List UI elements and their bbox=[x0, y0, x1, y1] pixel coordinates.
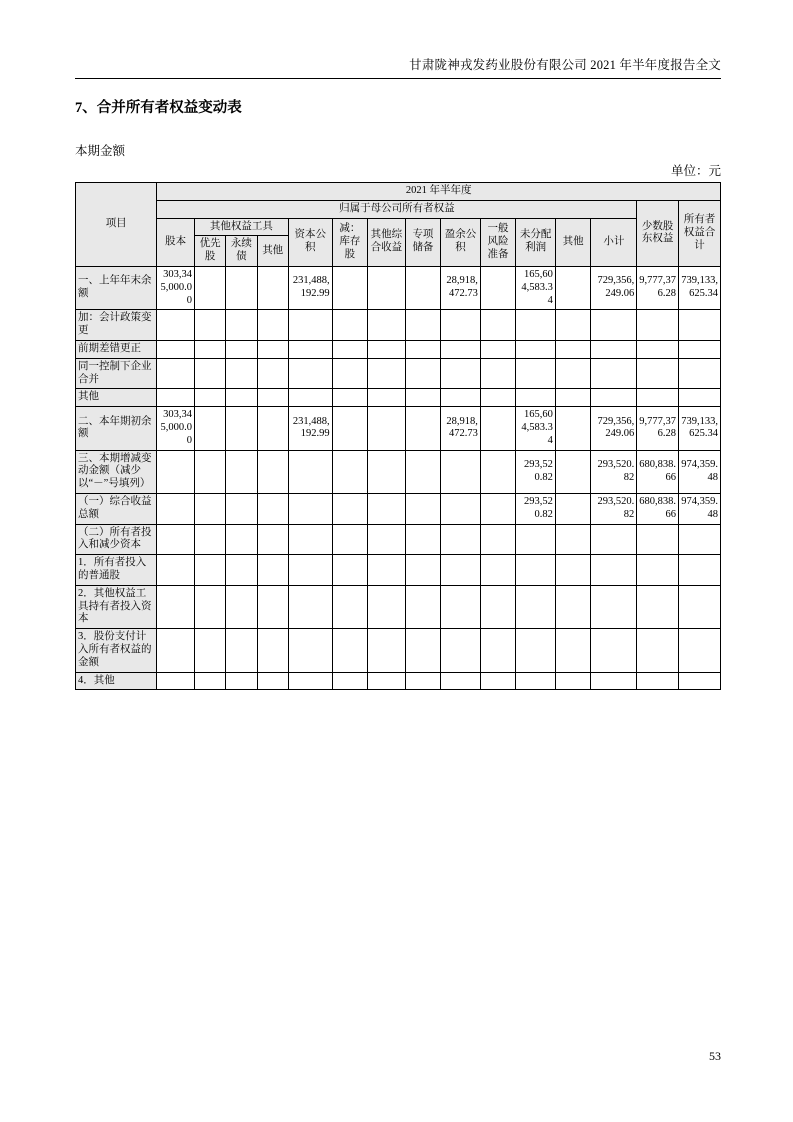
col-header-other-tool: 其他 bbox=[257, 236, 288, 267]
table-cell bbox=[332, 524, 367, 555]
table-cell: 293,520.82 bbox=[591, 450, 637, 493]
table-cell bbox=[480, 493, 515, 524]
table-cell bbox=[157, 310, 195, 341]
page-number: 53 bbox=[709, 1049, 721, 1063]
table-cell: 303,345,000.00 bbox=[157, 266, 195, 309]
row-label: 加：会计政策变更 bbox=[76, 310, 157, 341]
table-cell bbox=[441, 555, 481, 586]
table-cell bbox=[288, 629, 332, 672]
table-cell bbox=[441, 340, 481, 358]
table-cell bbox=[157, 450, 195, 493]
table-cell bbox=[480, 629, 515, 672]
table-cell bbox=[332, 358, 367, 389]
table-cell bbox=[679, 524, 721, 555]
col-header-subtotal: 小计 bbox=[591, 218, 637, 266]
table-cell bbox=[257, 407, 288, 450]
table-cell bbox=[226, 450, 257, 493]
running-header: 甘肃陇神戎发药业股份有限公司 2021 年半年度报告全文 bbox=[409, 58, 721, 72]
table-cell bbox=[332, 555, 367, 586]
table-cell bbox=[368, 450, 406, 493]
table-cell bbox=[480, 524, 515, 555]
table-cell bbox=[257, 585, 288, 628]
table-cell bbox=[555, 340, 590, 358]
row-label: （一）综合收益总额 bbox=[76, 493, 157, 524]
table-cell bbox=[555, 407, 590, 450]
table-cell: 231,488,192.99 bbox=[288, 266, 332, 309]
col-header-special-reserve: 专项储备 bbox=[405, 218, 440, 266]
table-cell bbox=[194, 310, 225, 341]
table-cell bbox=[516, 340, 556, 358]
table-cell: 293,520.82 bbox=[516, 450, 556, 493]
table-cell bbox=[368, 629, 406, 672]
table-cell bbox=[555, 358, 590, 389]
row-label: 2．其他权益工具持有者投入资本 bbox=[76, 585, 157, 628]
table-cell bbox=[480, 358, 515, 389]
table-row bbox=[76, 407, 721, 450]
table-cell bbox=[257, 555, 288, 586]
table-cell bbox=[591, 629, 637, 672]
table-cell bbox=[480, 555, 515, 586]
table-cell bbox=[157, 629, 195, 672]
col-header-undistributed-profit: 未分配利润 bbox=[516, 218, 556, 266]
table-cell bbox=[194, 358, 225, 389]
table-cell bbox=[257, 310, 288, 341]
table-cell bbox=[555, 555, 590, 586]
table-cell bbox=[591, 672, 637, 690]
table-row bbox=[76, 672, 721, 690]
table-cell: 231,488,192.99 bbox=[288, 407, 332, 450]
table-cell bbox=[332, 585, 367, 628]
table-cell bbox=[288, 340, 332, 358]
table-cell bbox=[257, 672, 288, 690]
table-cell bbox=[226, 585, 257, 628]
table-cell bbox=[405, 493, 440, 524]
table-cell bbox=[257, 389, 288, 407]
table-cell bbox=[555, 672, 590, 690]
table-cell: 9,777,376.28 bbox=[637, 266, 679, 309]
table-cell bbox=[368, 358, 406, 389]
table-cell bbox=[405, 266, 440, 309]
table-cell bbox=[288, 672, 332, 690]
table-cell: 303,345,000.00 bbox=[157, 407, 195, 450]
table-cell bbox=[441, 585, 481, 628]
col-header-less-treasury: 减：库存股 bbox=[332, 218, 367, 266]
table-cell bbox=[288, 524, 332, 555]
table-header-row-parent bbox=[76, 200, 721, 218]
table-cell bbox=[405, 524, 440, 555]
col-header-perpetual: 永续债 bbox=[226, 236, 257, 267]
table-cell bbox=[194, 555, 225, 586]
table-cell bbox=[405, 629, 440, 672]
row-label: 其他 bbox=[76, 389, 157, 407]
table-cell bbox=[368, 493, 406, 524]
col-header-parent-equity: 归属于母公司所有者权益 bbox=[157, 200, 637, 218]
table-cell bbox=[679, 310, 721, 341]
table-cell bbox=[332, 629, 367, 672]
table-cell bbox=[405, 340, 440, 358]
table-cell bbox=[591, 358, 637, 389]
table-cell bbox=[257, 629, 288, 672]
table-cell bbox=[288, 358, 332, 389]
table-cell bbox=[332, 389, 367, 407]
col-header-preferred: 优先股 bbox=[194, 236, 225, 267]
col-header-other-equity-tools: 其他权益工具 bbox=[194, 218, 288, 236]
table-cell bbox=[637, 358, 679, 389]
table-cell bbox=[637, 310, 679, 341]
table-cell bbox=[226, 310, 257, 341]
table-cell bbox=[226, 407, 257, 450]
table-cell bbox=[194, 672, 225, 690]
table-cell: 28,918,472.73 bbox=[441, 266, 481, 309]
table-cell bbox=[157, 340, 195, 358]
row-label: 前期差错更正 bbox=[76, 340, 157, 358]
table-cell bbox=[157, 524, 195, 555]
table-cell bbox=[480, 672, 515, 690]
col-header-share-capital: 股本 bbox=[157, 218, 195, 266]
table-cell bbox=[405, 672, 440, 690]
table-cell bbox=[555, 389, 590, 407]
table-cell bbox=[637, 555, 679, 586]
table-cell bbox=[257, 358, 288, 389]
table-cell bbox=[288, 493, 332, 524]
table-cell bbox=[288, 389, 332, 407]
table-cell bbox=[480, 340, 515, 358]
table-cell bbox=[288, 310, 332, 341]
table-cell bbox=[480, 585, 515, 628]
table-cell bbox=[516, 672, 556, 690]
table-cell bbox=[226, 672, 257, 690]
table-cell: 680,838.66 bbox=[637, 450, 679, 493]
table-cell bbox=[157, 493, 195, 524]
table-cell: 729,356,249.06 bbox=[591, 407, 637, 450]
table-cell: 293,520.82 bbox=[591, 493, 637, 524]
col-header-other: 其他 bbox=[555, 218, 590, 266]
table-cell bbox=[516, 629, 556, 672]
table-cell bbox=[591, 555, 637, 586]
row-label: 二、本年期初余额 bbox=[76, 407, 157, 450]
table-cell bbox=[555, 629, 590, 672]
table-header-row-period bbox=[76, 183, 721, 201]
table-cell bbox=[405, 407, 440, 450]
table-cell bbox=[368, 672, 406, 690]
table-cell bbox=[516, 310, 556, 341]
table-cell bbox=[226, 524, 257, 555]
table-cell bbox=[679, 585, 721, 628]
table-cell bbox=[405, 389, 440, 407]
table-cell bbox=[679, 340, 721, 358]
table-body bbox=[76, 266, 721, 689]
table-cell bbox=[194, 524, 225, 555]
header-divider bbox=[75, 78, 721, 79]
table-row bbox=[76, 340, 721, 358]
table-cell bbox=[441, 358, 481, 389]
table-cell bbox=[555, 450, 590, 493]
row-label: 1．所有者投入的普通股 bbox=[76, 555, 157, 586]
table-cell bbox=[591, 340, 637, 358]
col-header-period: 2021 年半年度 bbox=[157, 183, 721, 201]
table-cell bbox=[637, 585, 679, 628]
table-cell bbox=[226, 629, 257, 672]
table-cell: 680,838.66 bbox=[637, 493, 679, 524]
page-title: 7、合并所有者权益变动表 bbox=[75, 100, 242, 116]
table-cell bbox=[332, 310, 367, 341]
table-row bbox=[76, 555, 721, 586]
table-row bbox=[76, 524, 721, 555]
table-row bbox=[76, 310, 721, 341]
table-cell: 729,356,249.06 bbox=[591, 266, 637, 309]
table-cell bbox=[637, 389, 679, 407]
table-cell bbox=[516, 524, 556, 555]
table-cell bbox=[157, 585, 195, 628]
unit-label: 单位：元 bbox=[670, 164, 721, 178]
equity-change-table-wrapper bbox=[75, 182, 721, 690]
table-row bbox=[76, 493, 721, 524]
table-cell bbox=[226, 389, 257, 407]
subtitle-current-period: 本期金额 bbox=[75, 144, 126, 158]
table-cell: 9,777,376.28 bbox=[637, 407, 679, 450]
table-cell bbox=[679, 389, 721, 407]
table-cell bbox=[405, 555, 440, 586]
row-label: （二）所有者投入和减少资本 bbox=[76, 524, 157, 555]
table-cell bbox=[194, 585, 225, 628]
table-cell bbox=[194, 266, 225, 309]
table-row bbox=[76, 358, 721, 389]
table-cell bbox=[441, 310, 481, 341]
table-cell bbox=[226, 358, 257, 389]
table-cell bbox=[516, 555, 556, 586]
table-row bbox=[76, 266, 721, 309]
table-cell bbox=[637, 672, 679, 690]
table-cell bbox=[288, 450, 332, 493]
table-cell bbox=[555, 524, 590, 555]
col-header-capital-reserve: 资本公积 bbox=[288, 218, 332, 266]
table-cell bbox=[368, 266, 406, 309]
table-cell: 974,359.48 bbox=[679, 493, 721, 524]
row-label: 一、上年年末余额 bbox=[76, 266, 157, 309]
table-cell bbox=[157, 555, 195, 586]
table-cell bbox=[591, 585, 637, 628]
table-cell bbox=[368, 340, 406, 358]
table-cell bbox=[480, 407, 515, 450]
row-label: 4．其他 bbox=[76, 672, 157, 690]
table-row bbox=[76, 629, 721, 672]
table-cell bbox=[288, 585, 332, 628]
table-cell bbox=[480, 266, 515, 309]
table-cell bbox=[194, 389, 225, 407]
table-cell bbox=[288, 555, 332, 586]
table-cell bbox=[332, 407, 367, 450]
col-header-surplus-reserve: 盈余公积 bbox=[441, 218, 481, 266]
table-row bbox=[76, 585, 721, 628]
equity-change-table bbox=[75, 182, 721, 690]
table-cell bbox=[405, 585, 440, 628]
table-cell bbox=[226, 266, 257, 309]
table-cell bbox=[332, 450, 367, 493]
table-cell bbox=[226, 493, 257, 524]
table-cell bbox=[679, 629, 721, 672]
table-cell: 165,604,583.34 bbox=[516, 407, 556, 450]
row-label: 同一控制下企业合并 bbox=[76, 358, 157, 389]
table-cell bbox=[405, 310, 440, 341]
table-cell bbox=[637, 629, 679, 672]
table-cell bbox=[441, 629, 481, 672]
table-cell bbox=[591, 389, 637, 407]
table-cell bbox=[157, 389, 195, 407]
table-cell: 165,604,583.34 bbox=[516, 266, 556, 309]
table-cell bbox=[257, 493, 288, 524]
table-cell: 739,133,625.34 bbox=[679, 266, 721, 309]
col-header-general-risk: 一般风险准备 bbox=[480, 218, 515, 266]
table-cell: 739,133,625.34 bbox=[679, 407, 721, 450]
col-header-other-comprehensive: 其他综合收益 bbox=[368, 218, 406, 266]
table-cell bbox=[368, 407, 406, 450]
table-cell bbox=[368, 585, 406, 628]
table-cell bbox=[679, 672, 721, 690]
table-header-row-tools bbox=[76, 218, 721, 236]
table-cell bbox=[194, 450, 225, 493]
table-row bbox=[76, 450, 721, 493]
table-cell bbox=[555, 310, 590, 341]
table-cell bbox=[441, 450, 481, 493]
table-cell bbox=[405, 358, 440, 389]
table-cell bbox=[194, 629, 225, 672]
table-cell bbox=[679, 358, 721, 389]
table-cell bbox=[441, 493, 481, 524]
table-cell bbox=[194, 407, 225, 450]
col-header-total-equity: 所有者权益合计 bbox=[679, 200, 721, 266]
table-cell bbox=[405, 450, 440, 493]
table-cell bbox=[332, 340, 367, 358]
table-cell bbox=[441, 672, 481, 690]
table-cell: 28,918,472.73 bbox=[441, 407, 481, 450]
table-cell bbox=[441, 389, 481, 407]
row-label: 三、本期增减变动金额（减少以“－”号填列） bbox=[76, 450, 157, 493]
table-cell: 293,520.82 bbox=[516, 493, 556, 524]
table-cell bbox=[555, 585, 590, 628]
table-cell bbox=[332, 266, 367, 309]
table-cell bbox=[516, 358, 556, 389]
table-cell bbox=[555, 266, 590, 309]
table-cell bbox=[480, 389, 515, 407]
table-cell bbox=[257, 340, 288, 358]
table-cell: 974,359.48 bbox=[679, 450, 721, 493]
table-cell bbox=[516, 585, 556, 628]
table-cell bbox=[226, 340, 257, 358]
table-cell bbox=[257, 450, 288, 493]
table-cell bbox=[332, 493, 367, 524]
table-cell bbox=[368, 389, 406, 407]
table-cell bbox=[555, 493, 590, 524]
table-cell bbox=[480, 310, 515, 341]
table-cell bbox=[368, 555, 406, 586]
table-cell bbox=[332, 672, 367, 690]
col-header-item: 项目 bbox=[76, 183, 157, 267]
table-cell bbox=[257, 266, 288, 309]
table-cell bbox=[257, 524, 288, 555]
table-cell bbox=[226, 555, 257, 586]
table-cell bbox=[194, 340, 225, 358]
table-cell bbox=[194, 493, 225, 524]
table-cell bbox=[637, 524, 679, 555]
table-cell bbox=[591, 524, 637, 555]
table-row bbox=[76, 389, 721, 407]
table-cell bbox=[157, 672, 195, 690]
table-cell bbox=[368, 524, 406, 555]
table-cell bbox=[591, 310, 637, 341]
row-label: 3．股份支付计入所有者权益的金额 bbox=[76, 629, 157, 672]
table-cell bbox=[679, 555, 721, 586]
table-cell bbox=[480, 450, 515, 493]
table-cell bbox=[637, 340, 679, 358]
table-cell bbox=[516, 389, 556, 407]
table-cell bbox=[441, 524, 481, 555]
table-cell bbox=[157, 358, 195, 389]
col-header-minority: 少数股东权益 bbox=[637, 200, 679, 266]
table-cell bbox=[368, 310, 406, 341]
